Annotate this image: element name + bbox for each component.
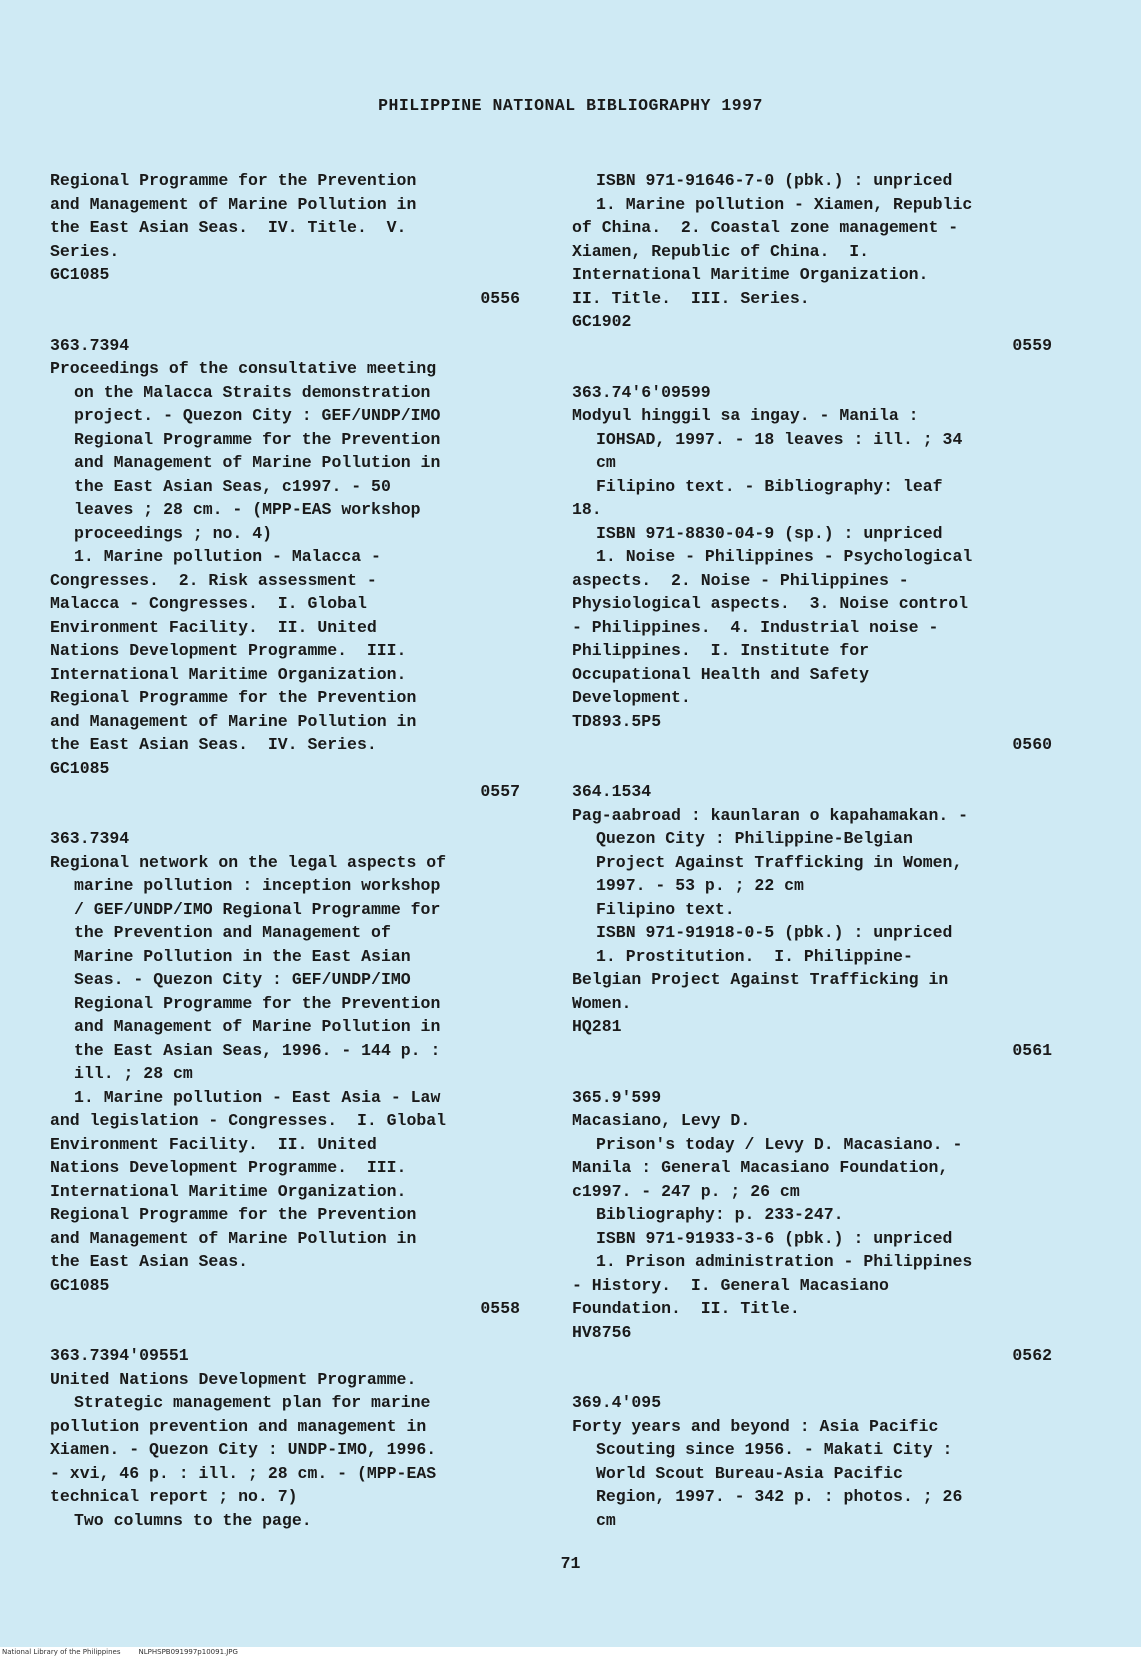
text-line: the East Asian Seas. IV. Title. V.: [50, 218, 407, 237]
indented-line: Seas. - Quezon City : GEF/UNDP/IMO: [74, 970, 411, 989]
footer-library: National Library of the Philippines: [2, 1648, 121, 1656]
entry-number: 0562: [1012, 1346, 1052, 1365]
entry-heading: Pag-aabroad : kaunlaran o kapahamakan. -: [572, 805, 969, 825]
indented-line: ISBN 971-91918-0-5 (pbk.) : unpriced: [596, 923, 953, 942]
left-column: [50, 169, 520, 1532]
text-line: Belgian Project Against Trafficking in: [572, 970, 949, 989]
call-number: GC1085: [50, 265, 110, 284]
text-line: Series.: [50, 241, 120, 261]
entry-spacer: [572, 357, 1052, 381]
text-line: pollution prevention and management in: [50, 1416, 427, 1436]
indented-line: ISBN 971-8830-04-9 (sp.) : unpriced: [596, 523, 943, 543]
entry-heading: Forty years and beyond : Asia Pacific: [572, 1416, 939, 1436]
classification-number: 363.7394: [50, 335, 130, 355]
indented-line: proceedings ; no. 4): [74, 523, 273, 543]
text-line: and legislation - Congresses. I. Global: [50, 1111, 447, 1130]
indented-line: leaves ; 28 cm. - (MPP-EAS workshop: [74, 500, 421, 519]
classification-number: 363.74'6'09599: [572, 382, 711, 402]
indented-line: IOHSAD, 1997. - 18 leaves : ill. ; 34: [596, 429, 963, 449]
text-line: the East Asian Seas.: [50, 1252, 249, 1271]
text-line: 18.: [572, 500, 602, 519]
text-line: - xvi, 46 p. : ill. ; 28 cm. - (MPP-EAS: [50, 1463, 437, 1483]
text-line: Philippines. I. Institute for: [572, 641, 870, 660]
call-number: HV8756: [572, 1322, 632, 1342]
text-line: Foundation. II. Title.: [572, 1299, 800, 1318]
entry-spacer: [572, 1062, 1052, 1086]
indented-line: Project Against Trafficking in Women,: [596, 852, 963, 872]
text-line: Xiamen. - Quezon City : UNDP-IMO, 1996.: [50, 1440, 437, 1459]
text-line: Regional Programme for the Prevention: [50, 688, 417, 707]
indented-line: ISBN 971-91646-7-0 (pbk.) : unpriced: [596, 171, 953, 190]
text-line: and Management of Marine Pollution in: [50, 194, 417, 214]
right-column: [572, 169, 1052, 1532]
call-number: GC1085: [50, 758, 110, 778]
text-line: Environment Facility. II. United: [50, 1134, 377, 1154]
text-line: - History. I. General Macasiano: [572, 1275, 889, 1295]
text-line: Occupational Health and Safety: [572, 664, 870, 684]
text-line: Physiological aspects. 3. Noise control: [572, 594, 969, 613]
indented-line: Quezon City : Philippine-Belgian: [596, 829, 913, 848]
entry-number: 0558: [480, 1299, 520, 1318]
indented-line: Regional Programme for the Prevention: [74, 429, 441, 449]
text-line: - Philippines. 4. Industrial noise -: [572, 617, 939, 637]
indented-line: on the Malacca Straits demonstration: [74, 382, 431, 402]
indented-line: Region, 1997. - 342 p. : photos. ; 26: [596, 1487, 963, 1506]
indented-line: 1. Marine pollution - Malacca -: [74, 547, 381, 566]
indented-line: the Prevention and Management of: [74, 923, 391, 942]
text-line: Congresses. 2. Risk assessment -: [50, 570, 377, 590]
call-number: TD893.5P5: [572, 711, 662, 731]
call-number: HQ281: [572, 1017, 622, 1036]
indented-line: Strategic management plan for marine: [74, 1393, 431, 1412]
text-line: Nations Development Programme. III.: [50, 641, 407, 660]
indented-line: ill. ; 28 cm: [74, 1064, 193, 1083]
indented-line: Prison's today / Levy D. Macasiano. -: [596, 1134, 963, 1154]
indented-line: Two columns to the page.: [74, 1510, 312, 1530]
entry-heading: Regional network on the legal aspects of: [50, 852, 447, 872]
entry-number: 0561: [1012, 1040, 1052, 1060]
entry-heading: United Nations Development Programme.: [50, 1369, 417, 1389]
indented-line: Filipino text.: [596, 899, 735, 919]
text-line: technical report ; no. 7): [50, 1487, 298, 1506]
text-line: and Management of Marine Pollution in: [50, 711, 417, 731]
indented-line: Filipino text. - Bibliography: leaf: [596, 476, 943, 496]
text-line: International Maritime Organization.: [572, 265, 929, 284]
text-line: c1997. - 247 p. ; 26 cm: [572, 1181, 800, 1201]
indented-line: the East Asian Seas, c1997. - 50: [74, 476, 391, 496]
indented-line: Scouting since 1956. - Makati City :: [596, 1440, 953, 1459]
classification-number: 369.4'095: [572, 1393, 662, 1412]
call-number: GC1902: [572, 312, 632, 331]
text-line: Regional Programme for the Prevention: [50, 171, 417, 190]
entry-number: 0556: [480, 288, 520, 308]
indented-line: 1. Prostitution. I. Philippine-: [596, 946, 913, 966]
indented-line: 1. Marine pollution - Xiamen, Republic: [596, 194, 973, 214]
indented-line: marine pollution : inception workshop: [74, 876, 441, 895]
indented-line: project. - Quezon City : GEF/UNDP/IMO: [74, 406, 441, 425]
indented-line: Marine Pollution in the East Asian: [74, 946, 411, 966]
entry-spacer: [572, 757, 1052, 781]
text-line: Women.: [572, 993, 632, 1013]
text-line: of China. 2. Coastal zone management -: [572, 218, 959, 237]
indented-line: 1. Prison administration - Philippines: [596, 1252, 973, 1271]
text-line: Development.: [572, 688, 691, 707]
indented-line: 1. Marine pollution - East Asia - Law: [74, 1087, 441, 1107]
entry-spacer: [572, 1368, 1052, 1392]
classification-number: 365.9'599: [572, 1087, 662, 1107]
footer-file: NLPHSPB091997p10091.JPG: [138, 1648, 238, 1656]
text-line: II. Title. III. Series.: [572, 288, 810, 308]
entry-number: 0557: [480, 782, 520, 801]
indented-line: World Scout Bureau-Asia Pacific: [596, 1463, 903, 1483]
classification-number: 363.7394: [50, 829, 130, 848]
indented-line: and Management of Marine Pollution in: [74, 1017, 441, 1036]
text-line: Regional Programme for the Prevention: [50, 1205, 417, 1224]
entry-heading: Modyul hinggil sa ingay. - Manila :: [572, 406, 919, 425]
text-line: International Maritime Organization.: [50, 1181, 407, 1201]
indented-line: 1. Noise - Philippines - Psychological: [596, 547, 973, 566]
page-number: 71: [560, 1554, 581, 1573]
classification-number: 363.7394'09551: [50, 1346, 189, 1365]
indented-line: ISBN 971-91933-3-6 (pbk.) : unpriced: [596, 1228, 953, 1248]
entry-number: 0559: [1012, 335, 1052, 355]
text-line: aspects. 2. Noise - Philippines -: [572, 570, 909, 590]
indented-line: Bibliography: p. 233-247.: [596, 1205, 844, 1224]
entry-spacer: [50, 310, 520, 334]
text-line: Environment Facility. II. United: [50, 617, 377, 637]
indented-line: Regional Programme for the Prevention: [74, 993, 441, 1013]
entry-heading: Proceedings of the consultative meeting: [50, 359, 437, 378]
entry-heading: Macasiano, Levy D.: [572, 1111, 751, 1130]
indented-line: cm: [596, 1510, 616, 1530]
text-line: Malacca - Congresses. I. Global: [50, 594, 367, 613]
text-line: International Maritime Organization.: [50, 664, 407, 684]
text-line: Nations Development Programme. III.: [50, 1158, 407, 1177]
text-line: the East Asian Seas. IV. Series.: [50, 735, 377, 754]
page-title: PHILIPPINE NATIONAL BIBLIOGRAPHY 1997: [378, 96, 763, 115]
indented-line: 1997. - 53 p. ; 22 cm: [596, 876, 804, 895]
text-line: and Management of Marine Pollution in: [50, 1228, 417, 1248]
indented-line: and Management of Marine Pollution in: [74, 453, 441, 472]
text-line: Xiamen, Republic of China. I.: [572, 241, 870, 261]
indented-line: cm: [596, 453, 616, 472]
indented-line: the East Asian Seas, 1996. - 144 p. :: [74, 1040, 441, 1060]
classification-number: 364.1534: [572, 782, 652, 801]
entry-spacer: [50, 804, 520, 828]
text-line: Manila : General Macasiano Foundation,: [572, 1158, 949, 1177]
entry-number: 0560: [1012, 735, 1052, 754]
indented-line: / GEF/UNDP/IMO Regional Programme for: [74, 899, 441, 919]
entry-spacer: [50, 1321, 520, 1345]
call-number: GC1085: [50, 1275, 110, 1295]
footer: [0, 1647, 1141, 1658]
